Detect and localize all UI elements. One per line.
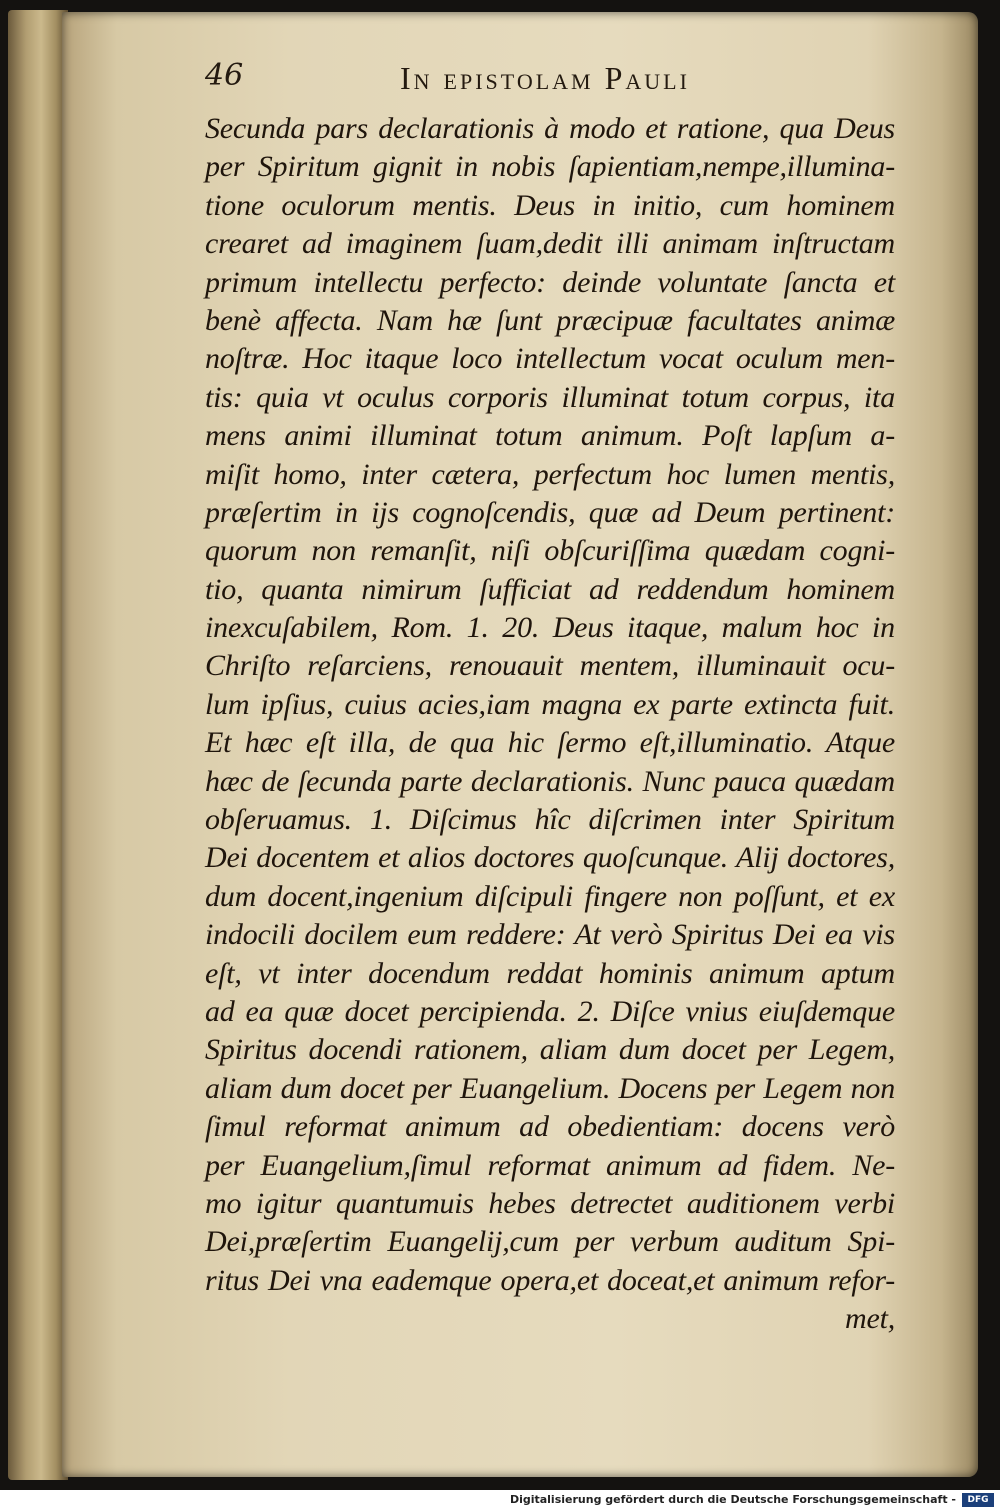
digitization-footer [0, 1490, 1000, 1510]
text-line: dum docent,ingenium diſcipuli fingere non poſſunt, et ex [205, 879, 895, 913]
text-line: lum ipſius, cuius acies,iam magna ex parte extincta fuit. [205, 687, 895, 721]
text-line: quorum non remanſit, niſi obſcuriſſima quædam cogni- [205, 534, 895, 568]
text-line: inexcuſabilem, Rom. 1. 20. Deus itaque, malum hoc in [205, 611, 895, 645]
page-number: 46 [205, 58, 244, 93]
text-line: præſertim in ijs cognoſcendis, quæ ad Deum pertinent: [205, 495, 895, 529]
text-line: Spiritus docendi rationem, aliam dum docet per Legem, [205, 1033, 895, 1067]
text-line: primum intellectu perfecto: deinde voluntate ſancta et [205, 265, 895, 299]
catchword: met, [844, 1302, 895, 1336]
text-line: Secunda pars declarationis à modo et ratione, qua Deus [205, 112, 895, 145]
text-line: Et hæc eſt illa, de qua hic ſermo eſt,illuminatio. Atque [205, 726, 895, 760]
funding-credit: Digitalisierung gefördert durch die Deutsche Forschungsgemeinschaft - [509, 1493, 956, 1506]
text-line: per Euangelium,ſimul reformat animum ad fidem. Ne- [205, 1148, 895, 1182]
text-line: ritus Dei vna eademque opera,et doceat,et animum refor- [205, 1263, 895, 1297]
text-line: ſimul reformat animum ad obedientiam: docens verò [205, 1110, 895, 1144]
book-spine-edge [8, 10, 68, 1480]
text-line: Dei,præſertim Euangelij,cum per verbum auditum Spi- [205, 1225, 895, 1259]
text-line: tio, quanta nimirum ſufficiat ad reddendum hominem [205, 572, 895, 606]
text-line: crearet ad imaginem ſuam,dedit illi animam inſtructam [205, 227, 895, 261]
text-line: per Spiritum gignit in nobis ſapientiam,nempe,illumina- [205, 150, 895, 184]
text-line: benè affecta. Nam hæ ſunt præcipuæ facultates animæ [205, 303, 895, 337]
text-line: Dei docentem et alios doctores quoſcunque. Alij doctores, [205, 841, 895, 875]
text-line: noſtræ. Hoc itaque loco intellectum vocat oculum men- [205, 342, 895, 376]
text-line: miſit homo, inter cætera, perfectum hoc lumen mentis, [205, 457, 895, 491]
running-title: In epistolam Pauli [400, 60, 690, 96]
text-line: ad ea quæ docet percipienda. 2. Diſce vnius eiuſdemque [205, 994, 895, 1028]
page-header [205, 58, 885, 98]
text-line: Chriſto reſarciens, renouauit mentem, illuminauit ocu- [205, 649, 895, 683]
text-line: tis: quia vt oculus corporis illuminat totum corpus, ita [205, 380, 895, 414]
text-line: indocili docilem eum reddere: At verò Spiritus Dei ea vis [205, 918, 895, 952]
dfg-logo-icon: DFG [962, 1493, 994, 1507]
text-line: tione oculorum mentis. Deus in initio, cum hominem [205, 188, 895, 222]
text-line: mens animi illuminat totum animum. Poſt lapſum a- [205, 419, 895, 453]
text-line: obſeruamus. 1. Diſcimus hîc diſcrimen inter Spiritum [205, 803, 895, 837]
body-text [205, 110, 895, 1339]
text-line: aliam dum docet per Euangelium. Docens per Legem non [205, 1071, 895, 1105]
text-line: eſt, vt inter docendum reddat hominis animum aptum [205, 956, 895, 990]
text-line: hæc de ſecunda parte declarationis. Nunc pauca quædam [205, 764, 895, 798]
text-line: mo igitur quantumuis hebes detrectet auditionem verbi [205, 1186, 895, 1220]
